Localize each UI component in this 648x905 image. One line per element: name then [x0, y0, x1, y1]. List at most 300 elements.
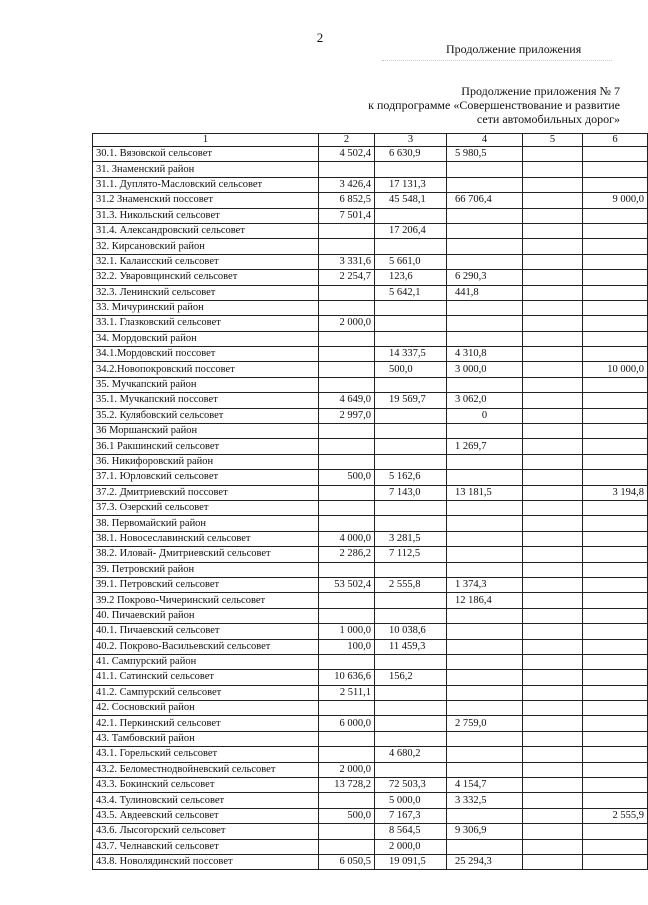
value-cell-col2 — [319, 239, 375, 254]
value-cell-col3: 5 661,0 — [375, 254, 447, 269]
value-cell-col4: 12 186,4 — [447, 593, 523, 608]
table-row — [93, 362, 648, 377]
value-cell-col4: 441,8 — [447, 285, 523, 300]
value-cell-col3 — [375, 408, 447, 423]
settlement-name-cell: 43.2. Беломестнодвойневский сельсовет — [93, 762, 319, 777]
value-cell-col6 — [583, 147, 648, 162]
table-row — [93, 670, 648, 685]
value-cell-col5 — [523, 408, 583, 423]
funding-table — [92, 133, 648, 870]
value-cell-col5 — [523, 300, 583, 315]
value-cell-col6 — [583, 331, 648, 346]
value-cell-col3 — [375, 593, 447, 608]
value-cell-col5 — [523, 347, 583, 362]
value-cell-col3 — [375, 331, 447, 346]
settlement-name-cell: 43.3. Бокинский сельсовет — [93, 778, 319, 793]
value-cell-col3: 19 091,5 — [375, 854, 447, 869]
table-row — [93, 701, 648, 716]
table-row — [93, 393, 648, 408]
table-header-row — [93, 134, 648, 147]
value-cell-col6 — [583, 531, 648, 546]
value-cell-col5 — [523, 562, 583, 577]
value-cell-col5 — [523, 162, 583, 177]
settlement-name-cell: 41.1. Сатинский сельсовет — [93, 670, 319, 685]
value-cell-col3: 19 569,7 — [375, 393, 447, 408]
table-row — [93, 808, 648, 823]
value-cell-col4 — [447, 747, 523, 762]
value-cell-col5 — [523, 208, 583, 223]
value-cell-col5 — [523, 654, 583, 669]
settlement-name-cell: 32.3. Ленинский сельсовет — [93, 285, 319, 300]
value-cell-col4: 6 290,3 — [447, 270, 523, 285]
table-row — [93, 316, 648, 331]
table-row — [93, 285, 648, 300]
value-cell-col5 — [523, 839, 583, 854]
value-cell-col6: 3 194,8 — [583, 485, 648, 500]
value-cell-col4: 66 706,4 — [447, 193, 523, 208]
settlement-name-cell: 32. Кирсановский район — [93, 239, 319, 254]
settlement-name-cell: 33. Мичуринский район — [93, 300, 319, 315]
table-row — [93, 424, 648, 439]
value-cell-col4 — [447, 316, 523, 331]
value-cell-col3: 45 548,1 — [375, 193, 447, 208]
settlement-name-cell: 38.2. Иловай- Дмитриевский сельсовет — [93, 547, 319, 562]
value-cell-col4 — [447, 239, 523, 254]
table-row — [93, 747, 648, 762]
settlement-name-cell: 37.3. Озерский сельсовет — [93, 500, 319, 515]
value-cell-col5 — [523, 577, 583, 592]
settlement-name-cell: 38.1. Новосеславинский сельсовет — [93, 531, 319, 546]
value-cell-col6 — [583, 516, 648, 531]
value-cell-col6 — [583, 254, 648, 269]
value-cell-col4 — [447, 562, 523, 577]
value-cell-col2: 6 050,5 — [319, 854, 375, 869]
value-cell-col3: 4 680,2 — [375, 747, 447, 762]
settlement-name-cell: 42.1. Перкинский сельсовет — [93, 716, 319, 731]
table-row — [93, 254, 648, 269]
settlement-name-cell: 43.4. Тулиновский сельсовет — [93, 793, 319, 808]
value-cell-col4 — [447, 223, 523, 238]
value-cell-col4 — [447, 608, 523, 623]
table-row — [93, 716, 648, 731]
value-cell-col4: 4 154,7 — [447, 778, 523, 793]
table-body — [93, 147, 648, 870]
table-row — [93, 639, 648, 654]
value-cell-col6 — [583, 162, 648, 177]
table-row — [93, 793, 648, 808]
value-cell-col4 — [447, 654, 523, 669]
value-cell-col5 — [523, 485, 583, 500]
value-cell-col3 — [375, 731, 447, 746]
value-cell-col5 — [523, 439, 583, 454]
value-cell-col2 — [319, 377, 375, 392]
value-cell-col3 — [375, 377, 447, 392]
settlement-name-cell: 39.2 Покрово-Чичеринский сельсовет — [93, 593, 319, 608]
value-cell-col4: 1 374,3 — [447, 577, 523, 592]
column-header: 3 — [375, 134, 447, 147]
value-cell-col6 — [583, 300, 648, 315]
value-cell-col6 — [583, 593, 648, 608]
value-cell-col3 — [375, 762, 447, 777]
value-cell-col6 — [583, 177, 648, 192]
value-cell-col2: 4 000,0 — [319, 531, 375, 546]
value-cell-col2: 4 502,4 — [319, 147, 375, 162]
settlement-name-cell: 36. Никифоровский район — [93, 454, 319, 469]
value-cell-col2 — [319, 454, 375, 469]
value-cell-col2 — [319, 223, 375, 238]
value-cell-col4: 3 332,5 — [447, 793, 523, 808]
value-cell-col4 — [447, 624, 523, 639]
table-row — [93, 778, 648, 793]
value-cell-col5 — [523, 454, 583, 469]
value-cell-col5 — [523, 331, 583, 346]
value-cell-col5 — [523, 470, 583, 485]
value-cell-col5 — [523, 854, 583, 869]
value-cell-col4 — [447, 516, 523, 531]
value-cell-col4 — [447, 839, 523, 854]
value-cell-col6 — [583, 639, 648, 654]
settlement-name-cell: 43.5. Авдеевский сельсовет — [93, 808, 319, 823]
value-cell-col6 — [583, 424, 648, 439]
value-cell-col4 — [447, 639, 523, 654]
value-cell-col5 — [523, 778, 583, 793]
table-row — [93, 270, 648, 285]
settlement-name-cell: 31.1. Дуплято-Масловский сельсовет — [93, 177, 319, 192]
value-cell-col6 — [583, 716, 648, 731]
value-cell-col4 — [447, 454, 523, 469]
value-cell-col5 — [523, 762, 583, 777]
value-cell-col2: 2 997,0 — [319, 408, 375, 423]
value-cell-col5 — [523, 731, 583, 746]
value-cell-col6 — [583, 654, 648, 669]
funding-table-container — [92, 133, 644, 903]
table-row — [93, 347, 648, 362]
settlement-name-cell: 37.1. Юрловский сельсовет — [93, 470, 319, 485]
value-cell-col6 — [583, 608, 648, 623]
value-cell-col2 — [319, 516, 375, 531]
value-cell-col3: 72 503,3 — [375, 778, 447, 793]
scan-smudge — [382, 60, 612, 67]
value-cell-col4: 2 759,0 — [447, 716, 523, 731]
value-cell-col6 — [583, 824, 648, 839]
value-cell-col6 — [583, 547, 648, 562]
table-row — [93, 516, 648, 531]
value-cell-col3 — [375, 654, 447, 669]
value-cell-col2: 7 501,4 — [319, 208, 375, 223]
value-cell-col4: 13 181,5 — [447, 485, 523, 500]
value-cell-col3: 2 555,8 — [375, 577, 447, 592]
value-cell-col5 — [523, 362, 583, 377]
value-cell-col2 — [319, 701, 375, 716]
value-cell-col2 — [319, 362, 375, 377]
settlement-name-cell: 40.2. Покрово-Васильевский сельсовет — [93, 639, 319, 654]
header-continuation-top: Продолжение приложения — [446, 42, 582, 56]
value-cell-col3: 17 131,3 — [375, 177, 447, 192]
table-row — [93, 500, 648, 515]
value-cell-col3: 7 143,0 — [375, 485, 447, 500]
value-cell-col4: 1 269,7 — [447, 439, 523, 454]
value-cell-col4 — [447, 208, 523, 223]
value-cell-col4 — [447, 731, 523, 746]
value-cell-col5 — [523, 177, 583, 192]
value-cell-col3: 5 162,6 — [375, 470, 447, 485]
value-cell-col3: 7 167,3 — [375, 808, 447, 823]
value-cell-col5 — [523, 747, 583, 762]
appendix-header-line: Продолжение приложения № 7 — [461, 84, 620, 98]
value-cell-col2: 13 728,2 — [319, 778, 375, 793]
value-cell-col5 — [523, 193, 583, 208]
settlement-name-cell: 36.1 Ракшинский сельсовет — [93, 439, 319, 454]
value-cell-col4 — [447, 254, 523, 269]
value-cell-col2: 2 000,0 — [319, 762, 375, 777]
settlement-name-cell: 41.2. Сампурский сельсовет — [93, 685, 319, 700]
value-cell-col3: 7 112,5 — [375, 547, 447, 562]
value-cell-col5 — [523, 624, 583, 639]
value-cell-col6 — [583, 470, 648, 485]
table-row — [93, 608, 648, 623]
value-cell-col6 — [583, 701, 648, 716]
value-cell-col2 — [319, 608, 375, 623]
table-row — [93, 162, 648, 177]
value-cell-col6: 9 000,0 — [583, 193, 648, 208]
value-cell-col5 — [523, 639, 583, 654]
table-row — [93, 439, 648, 454]
table-row — [93, 854, 648, 869]
value-cell-col6 — [583, 747, 648, 762]
value-cell-col3: 8 564,5 — [375, 824, 447, 839]
settlement-name-cell: 43. Тамбовский район — [93, 731, 319, 746]
value-cell-col6 — [583, 731, 648, 746]
value-cell-col3 — [375, 562, 447, 577]
value-cell-col6 — [583, 270, 648, 285]
value-cell-col4: 3 000,0 — [447, 362, 523, 377]
settlement-name-cell: 30.1. Вязовской сельсовет — [93, 147, 319, 162]
table-row — [93, 624, 648, 639]
value-cell-col3: 5 000,0 — [375, 793, 447, 808]
value-cell-col4 — [447, 300, 523, 315]
value-cell-col2 — [319, 424, 375, 439]
settlement-name-cell: 35. Мучкапский район — [93, 377, 319, 392]
value-cell-col6 — [583, 347, 648, 362]
value-cell-col2 — [319, 439, 375, 454]
value-cell-col3 — [375, 300, 447, 315]
value-cell-col2: 100,0 — [319, 639, 375, 654]
table-row — [93, 593, 648, 608]
value-cell-col6 — [583, 624, 648, 639]
value-cell-col5 — [523, 285, 583, 300]
value-cell-col4 — [447, 808, 523, 823]
value-cell-col6 — [583, 439, 648, 454]
table-row — [93, 147, 648, 162]
value-cell-col5 — [523, 500, 583, 515]
value-cell-col6 — [583, 208, 648, 223]
value-cell-col6 — [583, 670, 648, 685]
table-row — [93, 547, 648, 562]
value-cell-col2: 2 286,2 — [319, 547, 375, 562]
value-cell-col2 — [319, 562, 375, 577]
value-cell-col2: 2 511,1 — [319, 685, 375, 700]
column-header: 2 — [319, 134, 375, 147]
table-row — [93, 177, 648, 192]
value-cell-col2 — [319, 747, 375, 762]
value-cell-col5 — [523, 701, 583, 716]
settlement-name-cell: 35.1. Мучкапский поссовет — [93, 393, 319, 408]
value-cell-col6 — [583, 562, 648, 577]
settlement-name-cell: 33.1. Глазковский сельсовет — [93, 316, 319, 331]
value-cell-col5 — [523, 531, 583, 546]
value-cell-col3: 6 630,9 — [375, 147, 447, 162]
settlement-name-cell: 31.4. Александровский сельсовет — [93, 223, 319, 238]
settlement-name-cell: 43.8. Новолядинский поссовет — [93, 854, 319, 869]
appendix-header-line: к подпрограмме «Совершенствование и развитие — [368, 98, 620, 112]
value-cell-col5 — [523, 808, 583, 823]
value-cell-col5 — [523, 424, 583, 439]
value-cell-col6 — [583, 377, 648, 392]
table-row — [93, 685, 648, 700]
value-cell-col2 — [319, 285, 375, 300]
value-cell-col6 — [583, 793, 648, 808]
value-cell-col5 — [523, 670, 583, 685]
value-cell-col3: 10 038,6 — [375, 624, 447, 639]
settlement-name-cell: 39.1. Петровский сельсовет — [93, 577, 319, 592]
value-cell-col4 — [447, 670, 523, 685]
value-cell-col4 — [447, 424, 523, 439]
value-cell-col5 — [523, 254, 583, 269]
value-cell-col2 — [319, 485, 375, 500]
value-cell-col6: 10 000,0 — [583, 362, 648, 377]
value-cell-col3: 500,0 — [375, 362, 447, 377]
value-cell-col4: 4 310,8 — [447, 347, 523, 362]
value-cell-col3: 5 642,1 — [375, 285, 447, 300]
value-cell-col4 — [447, 500, 523, 515]
value-cell-col6 — [583, 685, 648, 700]
table-row — [93, 223, 648, 238]
value-cell-col5 — [523, 608, 583, 623]
value-cell-col6: 2 555,9 — [583, 808, 648, 823]
value-cell-col5 — [523, 685, 583, 700]
value-cell-col2: 6 000,0 — [319, 716, 375, 731]
settlement-name-cell: 32.1. Калаисский сельсовет — [93, 254, 319, 269]
value-cell-col2 — [319, 731, 375, 746]
table-row — [93, 208, 648, 223]
column-header: 4 — [447, 134, 523, 147]
table-row — [93, 300, 648, 315]
settlement-name-cell: 32.2. Уваровщинский сельсовет — [93, 270, 319, 285]
value-cell-col4 — [447, 762, 523, 777]
value-cell-col2: 3 426,4 — [319, 177, 375, 192]
value-cell-col5 — [523, 824, 583, 839]
table-row — [93, 577, 648, 592]
settlement-name-cell: 40. Пичаевский район — [93, 608, 319, 623]
value-cell-col4 — [447, 701, 523, 716]
value-cell-col3 — [375, 608, 447, 623]
value-cell-col2: 4 649,0 — [319, 393, 375, 408]
value-cell-col4 — [447, 177, 523, 192]
value-cell-col3 — [375, 424, 447, 439]
table-row — [93, 454, 648, 469]
settlement-name-cell: 43.1. Горельский сельсовет — [93, 747, 319, 762]
value-cell-col4: 5 980,5 — [447, 147, 523, 162]
settlement-name-cell: 36 Моршанский район — [93, 424, 319, 439]
value-cell-col4 — [447, 547, 523, 562]
value-cell-col3 — [375, 162, 447, 177]
column-header: 6 — [583, 134, 648, 147]
value-cell-col3: 123,6 — [375, 270, 447, 285]
settlement-name-cell: 34.2.Новопокровский поссовет — [93, 362, 319, 377]
value-cell-col5 — [523, 593, 583, 608]
value-cell-col5 — [523, 147, 583, 162]
value-cell-col2: 6 852,5 — [319, 193, 375, 208]
value-cell-col5 — [523, 516, 583, 531]
table-row — [93, 824, 648, 839]
value-cell-col4 — [447, 331, 523, 346]
value-cell-col4: 9 306,9 — [447, 824, 523, 839]
settlement-name-cell: 43.6. Лысогорский сельсовет — [93, 824, 319, 839]
value-cell-col4: 3 062,0 — [447, 393, 523, 408]
value-cell-col6 — [583, 393, 648, 408]
value-cell-col3 — [375, 716, 447, 731]
settlement-name-cell: 40.1. Пичаевский сельсовет — [93, 624, 319, 639]
value-cell-col6 — [583, 762, 648, 777]
settlement-name-cell: 39. Петровский район — [93, 562, 319, 577]
table-row — [93, 562, 648, 577]
value-cell-col5 — [523, 716, 583, 731]
value-cell-col2 — [319, 347, 375, 362]
value-cell-col4: 0 — [447, 408, 523, 423]
value-cell-col6 — [583, 500, 648, 515]
settlement-name-cell: 37.2. Дмитриевский поссовет — [93, 485, 319, 500]
value-cell-col6 — [583, 577, 648, 592]
settlement-name-cell: 34.1.Мордовский поссовет — [93, 347, 319, 362]
value-cell-col3: 14 337,5 — [375, 347, 447, 362]
value-cell-col2 — [319, 839, 375, 854]
table-row — [93, 408, 648, 423]
value-cell-col3: 11 459,3 — [375, 639, 447, 654]
value-cell-col3 — [375, 208, 447, 223]
table-row — [93, 531, 648, 546]
column-header: 5 — [523, 134, 583, 147]
settlement-name-cell: 31. Знаменский район — [93, 162, 319, 177]
table-row — [93, 239, 648, 254]
settlement-name-cell: 41. Сампурский район — [93, 654, 319, 669]
value-cell-col6 — [583, 285, 648, 300]
settlement-name-cell: 35.2. Кулябовский сельсовет — [93, 408, 319, 423]
value-cell-col5 — [523, 793, 583, 808]
value-cell-col2 — [319, 162, 375, 177]
value-cell-col3: 156,2 — [375, 670, 447, 685]
value-cell-col5 — [523, 239, 583, 254]
table-row — [93, 485, 648, 500]
value-cell-col2: 2 000,0 — [319, 316, 375, 331]
table-row — [93, 331, 648, 346]
value-cell-col2 — [319, 654, 375, 669]
value-cell-col6 — [583, 778, 648, 793]
value-cell-col5 — [523, 547, 583, 562]
table-row — [93, 731, 648, 746]
table-row — [93, 762, 648, 777]
value-cell-col3 — [375, 454, 447, 469]
value-cell-col2 — [319, 793, 375, 808]
column-header: 1 — [93, 134, 319, 147]
value-cell-col2: 500,0 — [319, 470, 375, 485]
table-row — [93, 193, 648, 208]
value-cell-col2: 53 502,4 — [319, 577, 375, 592]
value-cell-col4: 25 294,3 — [447, 854, 523, 869]
value-cell-col4 — [447, 685, 523, 700]
table-row — [93, 654, 648, 669]
page-number: 2 — [316, 30, 324, 45]
value-cell-col3 — [375, 439, 447, 454]
